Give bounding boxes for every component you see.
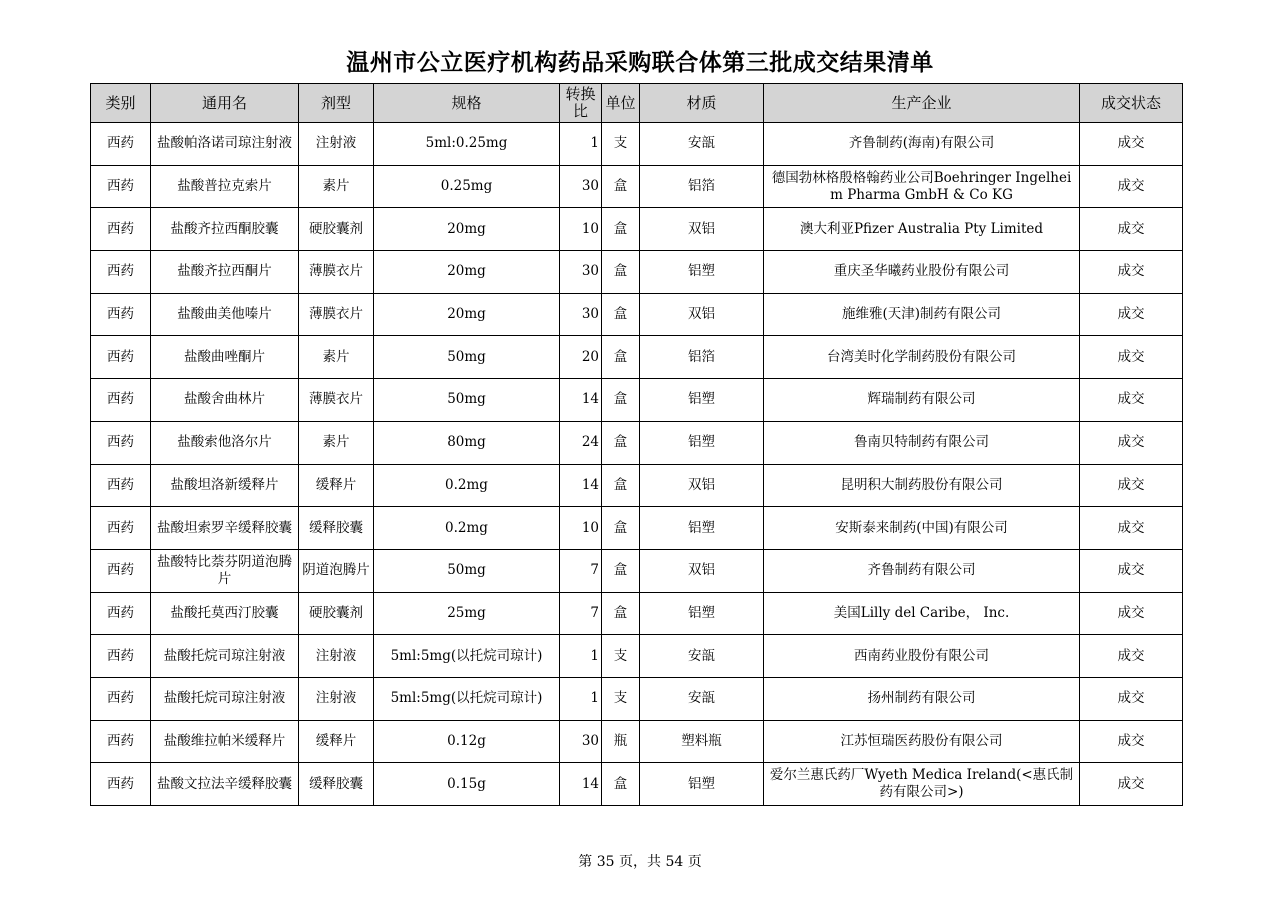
cell-manufacturer: 扬州制药有限公司 <box>764 677 1080 720</box>
cell-status: 成交 <box>1080 208 1183 251</box>
col-header-material: 材质 <box>640 84 764 123</box>
cell-category: 西药 <box>91 464 151 507</box>
page-title: 温州市公立医疗机构药品采购联合体第三批成交结果清单 <box>346 50 934 76</box>
cell-status: 成交 <box>1080 507 1183 550</box>
cell-manufacturer: 安斯泰来制药(中国)有限公司 <box>764 507 1080 550</box>
cell-generic-name: 盐酸托烷司琼注射液 <box>151 677 299 720</box>
cell-conversion-ratio: 30 <box>560 251 602 294</box>
cell-status: 成交 <box>1080 549 1183 592</box>
cell-conversion-ratio: 24 <box>560 421 602 464</box>
cell-spec: 5ml:5mg(以托烷司琼计) <box>374 635 560 678</box>
cell-generic-name: 盐酸曲美他嗪片 <box>151 293 299 336</box>
cell-manufacturer: 西南药业股份有限公司 <box>764 635 1080 678</box>
table-row <box>91 592 1183 635</box>
col-header-status: 成交状态 <box>1080 84 1183 123</box>
cell-material: 双铝 <box>640 293 764 336</box>
cell-conversion-ratio: 1 <box>560 677 602 720</box>
cell-dosage-form: 薄膜衣片 <box>299 379 374 422</box>
cell-generic-name: 盐酸坦索罗辛缓释胶囊 <box>151 507 299 550</box>
cell-conversion-ratio: 14 <box>560 763 602 806</box>
cell-manufacturer: 美国Lilly del Caribe， Inc. <box>764 592 1080 635</box>
cell-unit: 盒 <box>602 336 640 379</box>
cell-spec: 25mg <box>374 592 560 635</box>
cell-category: 西药 <box>91 208 151 251</box>
table-row <box>91 677 1183 720</box>
cell-unit: 盒 <box>602 464 640 507</box>
table-row <box>91 165 1183 208</box>
cell-material: 安瓿 <box>640 123 764 166</box>
cell-category: 西药 <box>91 720 151 763</box>
cell-status: 成交 <box>1080 293 1183 336</box>
cell-material: 双铝 <box>640 549 764 592</box>
cell-material: 铝箔 <box>640 165 764 208</box>
cell-manufacturer: 澳大利亚Pfizer Australia Pty Limited <box>764 208 1080 251</box>
cell-manufacturer: 鲁南贝特制药有限公司 <box>764 421 1080 464</box>
cell-generic-name: 盐酸舍曲林片 <box>151 379 299 422</box>
cell-dosage-form: 素片 <box>299 165 374 208</box>
cell-generic-name: 盐酸坦洛新缓释片 <box>151 464 299 507</box>
cell-status: 成交 <box>1080 336 1183 379</box>
cell-conversion-ratio: 30 <box>560 165 602 208</box>
cell-generic-name: 盐酸曲唑酮片 <box>151 336 299 379</box>
cell-generic-name: 盐酸齐拉西酮胶囊 <box>151 208 299 251</box>
cell-material: 塑料瓶 <box>640 720 764 763</box>
cell-generic-name: 盐酸维拉帕米缓释片 <box>151 720 299 763</box>
cell-generic-name: 盐酸文拉法辛缓释胶囊 <box>151 763 299 806</box>
col-header-generic-name: 通用名 <box>151 84 299 123</box>
cell-dosage-form: 缓释片 <box>299 720 374 763</box>
cell-category: 西药 <box>91 123 151 166</box>
cell-manufacturer: 江苏恒瑞医药股份有限公司 <box>764 720 1080 763</box>
cell-spec: 0.2mg <box>374 464 560 507</box>
cell-material: 双铝 <box>640 464 764 507</box>
cell-unit: 盒 <box>602 293 640 336</box>
table-row <box>91 635 1183 678</box>
col-header-conversion-ratio: 转换比 <box>560 84 602 123</box>
cell-conversion-ratio: 20 <box>560 336 602 379</box>
cell-spec: 50mg <box>374 549 560 592</box>
cell-generic-name: 盐酸普拉克索片 <box>151 165 299 208</box>
cell-dosage-form: 注射液 <box>299 635 374 678</box>
table-body <box>91 123 1183 806</box>
cell-dosage-form: 阴道泡腾片 <box>299 549 374 592</box>
cell-material: 铝塑 <box>640 251 764 294</box>
table-row <box>91 208 1183 251</box>
cell-category: 西药 <box>91 379 151 422</box>
cell-material: 铝塑 <box>640 379 764 422</box>
cell-unit: 支 <box>602 635 640 678</box>
col-header-dosage-form: 剂型 <box>299 84 374 123</box>
cell-spec: 5ml:0.25mg <box>374 123 560 166</box>
cell-conversion-ratio: 1 <box>560 123 602 166</box>
cell-generic-name: 盐酸特比萘芬阴道泡腾片 <box>151 549 299 592</box>
cell-conversion-ratio: 10 <box>560 507 602 550</box>
cell-generic-name: 盐酸齐拉西酮片 <box>151 251 299 294</box>
cell-status: 成交 <box>1080 421 1183 464</box>
table-row <box>91 720 1183 763</box>
page-number: 第 35 页，共 54 页 <box>578 854 702 870</box>
cell-conversion-ratio: 7 <box>560 592 602 635</box>
cell-spec: 0.15g <box>374 763 560 806</box>
cell-dosage-form: 缓释胶囊 <box>299 763 374 806</box>
col-header-unit: 单位 <box>602 84 640 123</box>
cell-category: 西药 <box>91 677 151 720</box>
cell-unit: 盒 <box>602 507 640 550</box>
cell-conversion-ratio: 10 <box>560 208 602 251</box>
cell-spec: 5ml:5mg(以托烷司琼计) <box>374 677 560 720</box>
cell-dosage-form: 硬胶囊剂 <box>299 208 374 251</box>
cell-category: 西药 <box>91 421 151 464</box>
cell-status: 成交 <box>1080 251 1183 294</box>
cell-category: 西药 <box>91 293 151 336</box>
cell-unit: 盒 <box>602 208 640 251</box>
cell-category: 西药 <box>91 507 151 550</box>
cell-unit: 盒 <box>602 379 640 422</box>
cell-status: 成交 <box>1080 592 1183 635</box>
cell-manufacturer: 台湾美时化学制药股份有限公司 <box>764 336 1080 379</box>
cell-unit: 瓶 <box>602 720 640 763</box>
cell-material: 铝箔 <box>640 336 764 379</box>
cell-status: 成交 <box>1080 379 1183 422</box>
cell-material: 铝塑 <box>640 763 764 806</box>
cell-spec: 0.2mg <box>374 507 560 550</box>
col-header-category: 类别 <box>91 84 151 123</box>
cell-conversion-ratio: 1 <box>560 635 602 678</box>
header-row <box>91 84 1183 123</box>
cell-dosage-form: 素片 <box>299 336 374 379</box>
cell-status: 成交 <box>1080 464 1183 507</box>
cell-manufacturer: 德国勃林格殷格翰药业公司Boehringer Ingelheim Pharma GmbH & Co KG <box>764 165 1080 208</box>
cell-dosage-form: 薄膜衣片 <box>299 293 374 336</box>
table-row <box>91 123 1183 166</box>
cell-dosage-form: 薄膜衣片 <box>299 251 374 294</box>
results-table <box>90 83 1183 806</box>
cell-manufacturer: 爱尔兰惠氏药厂Wyeth Medica Ireland(<惠氏制药有限公司>) <box>764 763 1080 806</box>
table-row <box>91 336 1183 379</box>
cell-generic-name: 盐酸托莫西汀胶囊 <box>151 592 299 635</box>
table-row <box>91 421 1183 464</box>
cell-dosage-form: 缓释片 <box>299 464 374 507</box>
cell-unit: 盒 <box>602 549 640 592</box>
cell-manufacturer: 施维雅(天津)制药有限公司 <box>764 293 1080 336</box>
cell-generic-name: 盐酸托烷司琼注射液 <box>151 635 299 678</box>
cell-material: 安瓿 <box>640 635 764 678</box>
cell-status: 成交 <box>1080 165 1183 208</box>
cell-unit: 盒 <box>602 592 640 635</box>
col-header-manufacturer: 生产企业 <box>764 84 1080 123</box>
cell-dosage-form: 硬胶囊剂 <box>299 592 374 635</box>
cell-category: 西药 <box>91 592 151 635</box>
cell-conversion-ratio: 30 <box>560 293 602 336</box>
cell-manufacturer: 齐鲁制药有限公司 <box>764 549 1080 592</box>
table-row <box>91 293 1183 336</box>
cell-spec: 20mg <box>374 251 560 294</box>
cell-manufacturer: 齐鲁制药(海南)有限公司 <box>764 123 1080 166</box>
cell-category: 西药 <box>91 251 151 294</box>
cell-unit: 盒 <box>602 165 640 208</box>
cell-conversion-ratio: 7 <box>560 549 602 592</box>
table-row <box>91 251 1183 294</box>
cell-category: 西药 <box>91 336 151 379</box>
table-row <box>91 464 1183 507</box>
cell-status: 成交 <box>1080 677 1183 720</box>
cell-generic-name: 盐酸帕洛诺司琼注射液 <box>151 123 299 166</box>
cell-status: 成交 <box>1080 763 1183 806</box>
cell-spec: 50mg <box>374 379 560 422</box>
cell-spec: 50mg <box>374 336 560 379</box>
cell-spec: 80mg <box>374 421 560 464</box>
cell-dosage-form: 缓释胶囊 <box>299 507 374 550</box>
cell-material: 双铝 <box>640 208 764 251</box>
table-row <box>91 507 1183 550</box>
cell-dosage-form: 注射液 <box>299 123 374 166</box>
cell-manufacturer: 辉瑞制药有限公司 <box>764 379 1080 422</box>
cell-status: 成交 <box>1080 123 1183 166</box>
cell-dosage-form: 素片 <box>299 421 374 464</box>
cell-conversion-ratio: 14 <box>560 464 602 507</box>
col-header-spec: 规格 <box>374 84 560 123</box>
cell-spec: 0.25mg <box>374 165 560 208</box>
cell-unit: 支 <box>602 123 640 166</box>
table-row <box>91 379 1183 422</box>
cell-category: 西药 <box>91 549 151 592</box>
cell-spec: 20mg <box>374 208 560 251</box>
cell-spec: 20mg <box>374 293 560 336</box>
cell-material: 铝塑 <box>640 421 764 464</box>
cell-category: 西药 <box>91 763 151 806</box>
table-row <box>91 549 1183 592</box>
cell-spec: 0.12g <box>374 720 560 763</box>
cell-unit: 盒 <box>602 251 640 294</box>
cell-conversion-ratio: 14 <box>560 379 602 422</box>
cell-status: 成交 <box>1080 635 1183 678</box>
cell-material: 安瓿 <box>640 677 764 720</box>
cell-conversion-ratio: 30 <box>560 720 602 763</box>
cell-unit: 支 <box>602 677 640 720</box>
cell-category: 西药 <box>91 165 151 208</box>
cell-generic-name: 盐酸索他洛尔片 <box>151 421 299 464</box>
cell-material: 铝塑 <box>640 592 764 635</box>
table-row <box>91 763 1183 806</box>
cell-manufacturer: 昆明积大制药股份有限公司 <box>764 464 1080 507</box>
cell-material: 铝塑 <box>640 507 764 550</box>
cell-manufacturer: 重庆圣华曦药业股份有限公司 <box>764 251 1080 294</box>
cell-category: 西药 <box>91 635 151 678</box>
cell-dosage-form: 注射液 <box>299 677 374 720</box>
cell-status: 成交 <box>1080 720 1183 763</box>
cell-unit: 盒 <box>602 763 640 806</box>
cell-unit: 盒 <box>602 421 640 464</box>
